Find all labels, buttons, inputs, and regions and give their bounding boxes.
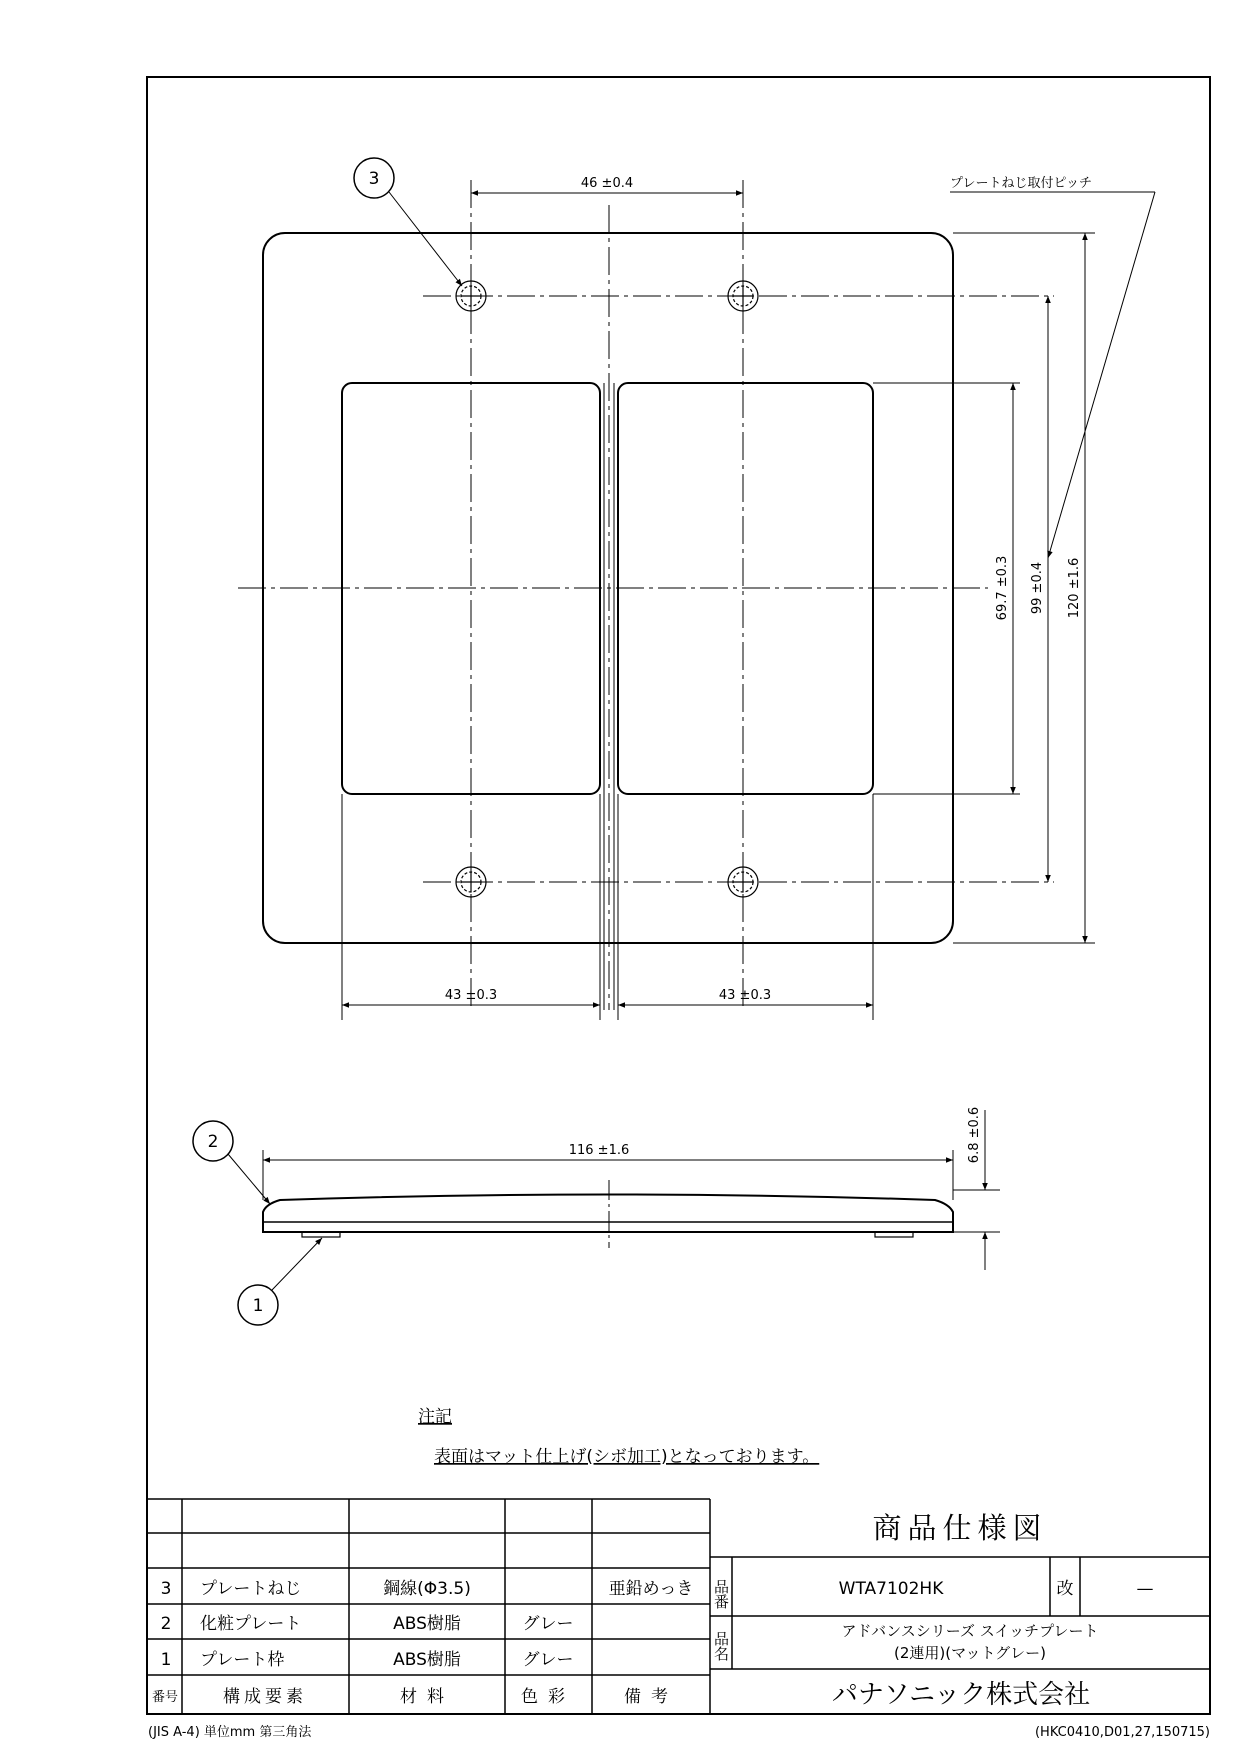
part-row-3-name: プレートねじ [200,1579,302,1599]
part-row-2-name: 化粧プレート [200,1614,302,1634]
screw-top-right-icon [728,281,758,311]
callout-1-leader [272,1238,322,1290]
screw-bottom-right-icon [728,867,758,897]
part-row-1-material: ABS樹脂 [393,1650,461,1670]
part-row-2-no: 2 [160,1614,172,1634]
screw-pitch-note: プレートねじ取付ピッチ [950,176,1092,191]
dim-opening-w-left: 43 ±0.3 [444,988,498,1003]
dim-opening-w-right: 43 ±0.3 [718,988,772,1003]
side-view [263,1110,1000,1270]
part-number: WTA7102HK [838,1579,944,1599]
dim-plate-h: 120 ±1.6 [1067,557,1082,619]
header-component: 構成要素 [223,1687,307,1707]
part-row-3-material: 鋼線(Φ3.5) [383,1579,471,1599]
product-name-line2: (2連用)(マットグレー) [893,1644,1047,1662]
notes-heading: 注記 [418,1407,452,1427]
product-name-line1: アドバンスシリーズ スイッチプレート [841,1622,1099,1640]
sheet-border [147,77,1210,1714]
front-view [238,180,1095,1020]
drawing-title: 商品仕様図 [872,1511,1048,1545]
dim-side-thickness: 6.8 ±0.6 [967,1106,982,1164]
revision-label: 改 [1056,1579,1074,1599]
part-row-3-remark: 亜鉛めっき [608,1579,694,1599]
dim-opening-h: 69.7 ±0.3 [995,555,1010,621]
header-remarks: 備考 [624,1687,678,1707]
part-row-1-color: グレー [522,1650,574,1670]
callout-2-leader [228,1154,270,1204]
part-no-label: 品番 [712,1579,730,1609]
header-no: 番号 [151,1690,179,1705]
callout-3-label: 3 [368,169,380,189]
footer-right: (HKC0410,D01,27,150715) [1034,1725,1210,1740]
dim-side-length: 116 ±1.6 [568,1143,630,1158]
dim-screw-pitch-h: 46 ±0.4 [580,176,634,191]
part-row-2-color: グレー [522,1614,574,1634]
header-material: 材料 [400,1687,454,1707]
dim-screw-pitch-v: 99 ±0.4 [1030,561,1045,615]
callout-1-label: 1 [252,1296,264,1316]
screw-pitch-leader [1048,192,1155,558]
footer-left: (JIS A-4) 単位mm 第三角法 [148,1725,312,1740]
screw-bottom-left-icon [456,867,486,897]
part-row-2-material: ABS樹脂 [393,1614,461,1634]
company-name: パナソニック株式会社 [831,1680,1091,1710]
callout-3-leader [389,192,462,286]
parts-table [147,1499,710,1714]
revision-value: — [1136,1579,1154,1599]
notes-text: 表面はマット仕上げ(シボ加工)となっております。 [434,1447,820,1467]
product-name-label: 品名 [712,1631,730,1661]
callout-2-label: 2 [207,1132,219,1152]
part-row-3-no: 3 [160,1579,172,1599]
part-row-1-no: 1 [160,1650,172,1670]
header-color: 色彩 [521,1687,575,1707]
screw-top-left-icon [456,281,486,311]
part-row-1-name: プレート枠 [200,1650,285,1670]
